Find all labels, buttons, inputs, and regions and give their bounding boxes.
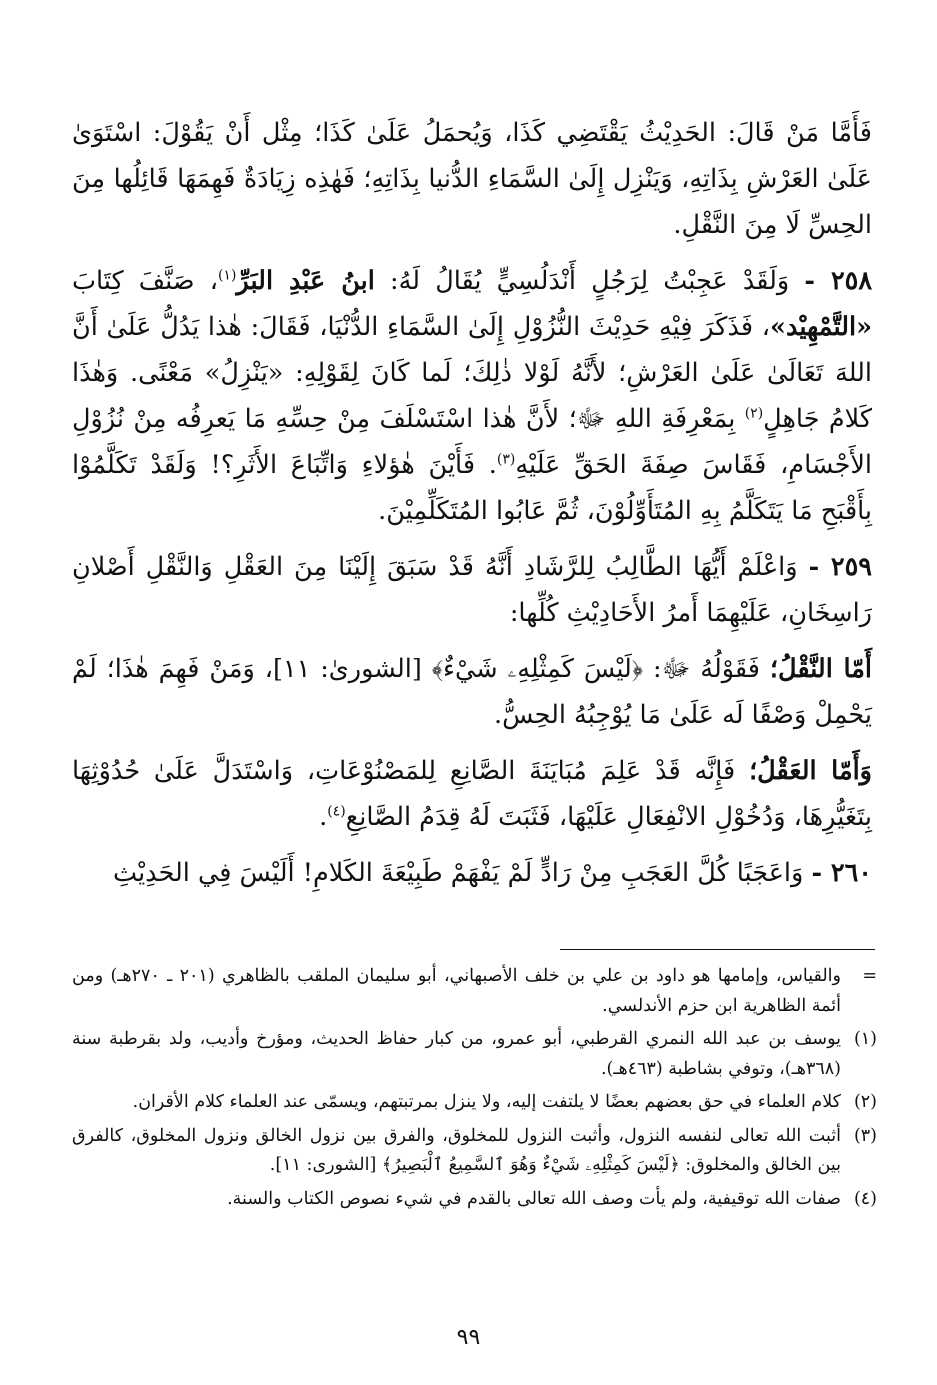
paragraph-naql	[72, 646, 872, 738]
paragraph-258-text-4: بِمَعْرِفَةِ اللهِ ﷻ؛ لأَنَّ هٰذا اسْتَسْلَفَ مِنْ حِسِّهِ مَا يَعرِفُه مِنْ نُزُوْلِ الأَجْسَامِ، فَقَاسَ صِفَةَ الحَقِّ عَلَيْهِ	[72, 404, 872, 480]
paragraph-258-text-3: ، فَذَكَرَ فِيْهِ حَدِيْثَ النُّزُوْلِ إِلَىٰ السَّمَاءِ الدُّنْيَا، فَقَالَ: هٰذا يَدُلُّ عَلَىٰ أَنَّ اللهَ تَعَالَىٰ عَلَىٰ العَرْشِ؛ لأَنَّهُ لَوْلا ذٰلِكَ؛ لَما كَانَ لِقَوْلِهِ: «يَنْزِلُ» مَعْنًى. وَهٰذَا كَلامُ جَاهِلٍ	[72, 312, 873, 434]
paragraph-258-text-1: وَلَقَدْ عَجِبْتُ لِرَجُلٍ أَنْدَلُسِيٍّ يُقَالُ لَهُ:	[390, 266, 790, 296]
paragraph-intro-text: فَأَمَّا مَنْ قَالَ: الحَدِيْثُ يَقْتَضِي كَذَا، وَيُحمَلُ عَلَىٰ كَذَا؛ مِثْل أَنْ يَقُوْلَ: اسْتَوَىٰ عَلَىٰ العَرْشِ بِذَاتِهِ، وَيَنْزِل إِلَىٰ السَّمَاءِ الدُّنيا بِذَاتِهِ؛ فَهٰذِه زِيَادَةٌ فَهِمَهَا قَائِلُها مِنَ الحِسِّ لَا مِنَ النَّقْلِ.	[72, 118, 872, 240]
footnote-text: أثبت الله تعالى لنفسه النزول، وأثبت النزول للمخلوق، والفرق بين نزول الخالق ونزول المخلوق، كالفرق بين الخالق والمخلوق: ﴿لَيْسَ كَمِثْلِهِۦ شَيْءٌ وَهُوَ ٱلسَّمِيعُ ٱلْبَصِيرُ﴾ [الشورى: ١١].	[72, 1125, 841, 1175]
footnote-ref-3: (٣)	[496, 451, 516, 468]
paragraph-number-260: ٢٦٠ -	[811, 858, 872, 888]
footnote-1	[72, 1025, 877, 1084]
paragraph-number-259: ٢٥٩ -	[808, 552, 872, 582]
page-number: ٩٩	[456, 1325, 481, 1350]
footnote-4	[72, 1185, 877, 1215]
paragraph-aql	[72, 748, 872, 840]
book-title: «التَّمْهِيْد»	[770, 312, 872, 342]
paragraph-260	[72, 850, 872, 896]
paragraph-number-258: ٢٥٨ -	[804, 266, 873, 296]
aql-text-1: فَإِنَّه قَدْ عَلِمَ مُبَايَنَةَ الصَّانِعِ لِلمَصْنُوْعَاتِ، وَاسْتَدَلَّ عَلَىٰ حُدُوْثِهَا بِتَغَيُّرِهَا، وَدُخُوْلِ الانْفِعَالِ عَلَيْهَا، فَثَبَتَ لَهُ قِدَمُ الصَّانِعِ	[72, 756, 872, 832]
footnote-marker: (٣)	[853, 1125, 877, 1146]
naql-text: فَقَوْلُهُ ﷻ: ﴿لَيْسَ كَمِثْلِهِۦ شَيْءٌ﴾ [الشورىٰ: ١١]، وَمَنْ فَهِمَ هٰذَا؛ لَمْ يَحْمِلْ وَصْفًا لَه عَلَىٰ مَا يُوْجِبُهُ الحِسُّ.	[72, 654, 872, 730]
footnote-divider	[560, 949, 875, 950]
paragraph-258-text-5: . فَأَيْنَ هٰؤلاءِ وَاتِّبَاعَ الأَثَرِ؟! وَلَقَدْ تَكَلَّمُوْا بِأَقْبَحِ مَا يَتَكَلَّمُ بِهِ المُتَأَوِّلُوْنَ، ثُمَّ عَابُوا المُتَكَلِّمِيْنَ.	[72, 450, 872, 526]
footnote-marker: (٤)	[853, 1188, 877, 1209]
footnote-ref-4: (٤)	[327, 803, 346, 820]
paragraph-258	[72, 258, 872, 534]
footnote-marker: (١)	[853, 1029, 877, 1049]
scholar-name: ابنُ عَبْدِ البَرِّ	[236, 266, 375, 296]
paragraph-260-text: وَاعَجَبًا كُلَّ العَجَبِ مِنْ رَادٍّ لَمْ يَفْهَمْ طَبِيْعَةَ الكَلامِ! أَلَيْسَ فِي الحَدِيْثِ	[113, 858, 804, 888]
footnote-continued	[72, 962, 877, 1021]
footnote-ref-2: (٢)	[744, 405, 764, 422]
main-text	[72, 110, 872, 906]
paragraph-259	[72, 544, 872, 636]
footnote-2	[72, 1088, 877, 1118]
footnote-ref-1: (١)	[217, 267, 237, 284]
footnote-text: والقياس، وإمامها هو داود بن علي بن خلف الأصبهاني، أبو سليمان الملقب بالظاهري (٢٠١ ـ ٢٧٠هـ) ومن أئمة الظاهرية ابن حزم الأندلسي.	[72, 966, 841, 1016]
aql-text-2: .	[319, 802, 328, 832]
footnote-text: يوسف بن عبد الله النمري القرطبي، أبو عمرو، من كبار حفاظ الحديث، ومؤرخ وأديب، ولد بقرطبة سنة (٣٦٨هـ)، وتوفي بشاطبة (٤٦٣هـ).	[72, 1029, 841, 1079]
footnotes	[72, 962, 877, 1218]
paragraph-259-text: وَاعْلَمْ أَيُّهَا الطَّالِبُ لِلرَّشَادِ أَنَّهُ قَدْ سَبَقَ إِلَيْنَا مِنَ العَقْلِ وَالنَّقْلِ أَصْلانِ رَاسِخَانِ، عَلَيْهِمَا أَمرُ الأَحَادِيْثِ كُلِّها:	[72, 552, 872, 628]
aql-heading: وَأَمّا العَقْلُ؛	[749, 756, 872, 786]
naql-heading: أَمّا النَّقْلُ؛	[769, 654, 872, 684]
footnote-text: كلام العلماء في حق بعضهم بعضًا لا يلتفت إليه، ولا ينزل بمرتبتهم، ويسمّى عند العلماء كلام الأقران.	[132, 1092, 841, 1112]
paragraph-intro	[72, 110, 872, 248]
footnote-3	[72, 1122, 877, 1181]
paragraph-258-text-2: ، صَنَّفَ كِتَابَ	[72, 266, 218, 296]
footnote-marker: =	[862, 966, 877, 986]
footnote-text: صفات الله توقيفية، ولم يأت وصف الله تعالى بالقدم في شيء نصوص الكتاب والسنة.	[227, 1188, 841, 1209]
footnote-marker: (٢)	[853, 1092, 877, 1112]
